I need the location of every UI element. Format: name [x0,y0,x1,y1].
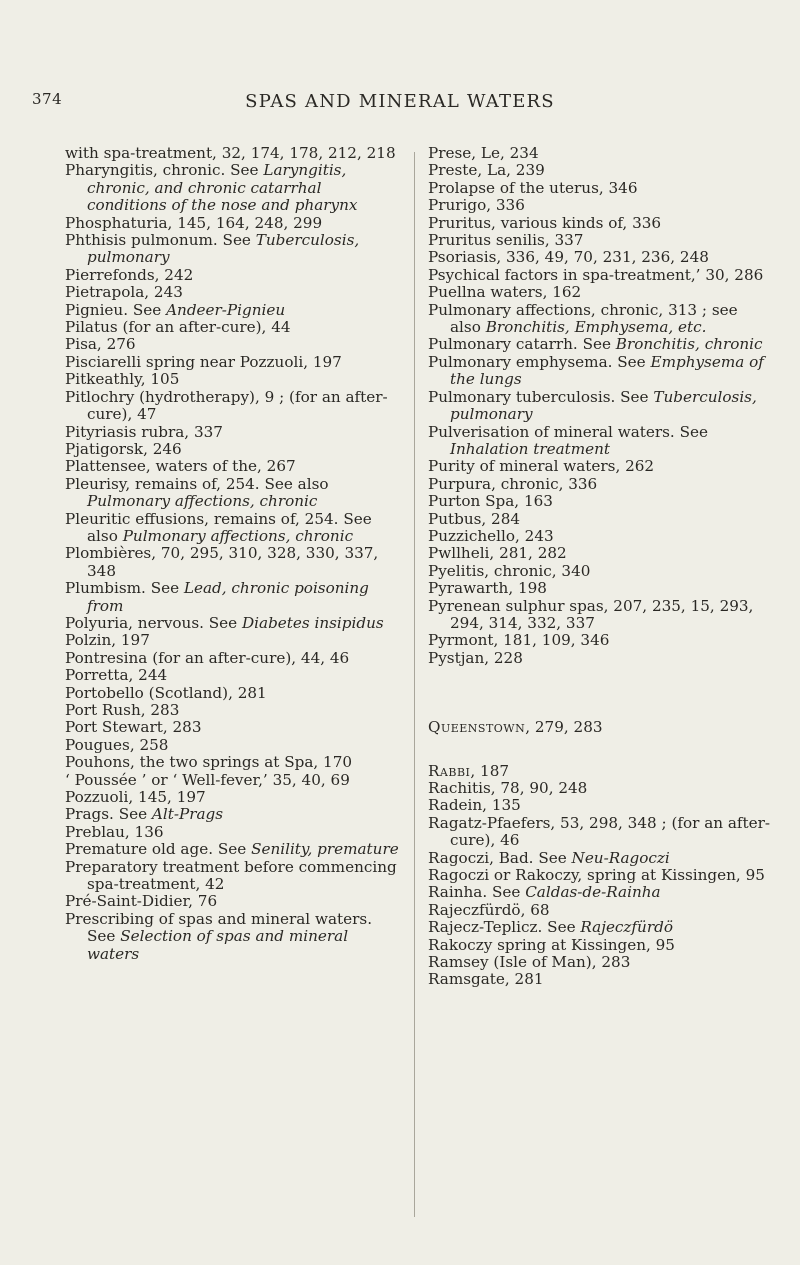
entry-text: Pilatus (for an after-cure), 44 [65,318,291,337]
index-entry [428,302,773,337]
entry-text: , 279, 283 [525,718,603,737]
entry-text: Purity of mineral waters, 262 [428,457,655,476]
entry-text: Psychical factors in spa-treatment,’ 30, 286 [428,265,764,284]
entry-text: Pulmonary emphysema. See [428,352,651,371]
entry-text: Pierrefonds, 242 [65,265,194,284]
entry-text: ‘ Poussée ’ or ‘ Well-fever,’ 35, 40, 69 [65,770,350,789]
entry-text: Preblau, 136 [65,822,164,841]
entry-text: Rajeczfürdö, 68 [428,900,550,919]
index-entry [428,763,773,780]
cross-reference: Emphysema of the lungs [450,352,764,389]
index-entry [65,545,405,580]
entry-text: Pontresina (for an after-cure), 44, 46 [65,648,350,667]
entry-text: Pyrawarth, 198 [428,579,547,598]
index-entry [65,667,405,684]
section-gap [428,693,773,719]
index-entry [65,476,405,511]
entry-text: Pietrapola, 243 [65,283,183,302]
entry-text: Prags. See [65,805,152,824]
index-entry [428,528,773,545]
entry-text: Preste, La, 239 [428,161,545,180]
entry-text: Pré-Saint-Didier, 76 [65,892,218,911]
entry-text: Pyrmont, 181, 109, 346 [428,631,610,650]
cross-reference: Alt-Prags [151,805,224,824]
index-entry [428,197,773,214]
entry-text: Prese, Le, 234 [428,144,539,162]
cross-reference: Caldas-de-Rainha [525,883,661,902]
index-entry [428,971,773,988]
cross-reference: Inhalation treatment [450,439,611,458]
entry-text: Rakoczy spring at Kissingen, 95 [428,935,675,954]
entry-text: Puellna waters, 162 [428,283,582,302]
index-entry [428,180,773,197]
entry-text: Pitlochry (hydrotherapy), 9 ; (for an after-cure), 47 [65,387,388,424]
index-entry [428,797,773,814]
cross-reference: Bronchitis, Emphysema, etc. [485,318,707,337]
entry-text: Rabbi [428,761,471,780]
section-gap [428,737,773,763]
entry-text: Phthisis pulmonum. See [65,231,256,250]
index-entry [428,232,773,249]
index-entry [65,458,405,475]
cross-reference: Lead, chronic poisoning from [87,579,369,615]
cross-reference: Bronchitis, chronic [615,335,763,354]
index-entry [428,815,773,850]
index-entry [428,545,773,562]
entry-text: Pouhons, the two springs at Spa, 170 [65,753,353,772]
entry-text: Radein, 135 [428,796,521,815]
entry-text: Queenstown [428,718,526,737]
entry-text: Pulverisation of mineral waters. See [428,422,708,441]
entry-text: Portobello (Scotland), 281 [65,683,267,702]
index-entry [65,162,405,214]
index-entry [65,754,405,771]
index-entry [65,789,405,806]
index-entry [428,884,773,901]
index-entry [65,511,405,546]
column-divider [414,152,415,1217]
index-entry [65,441,405,458]
cross-reference: Neu-Ragoczi [571,848,670,867]
index-entry [65,319,405,336]
running-head: SPAS AND MINERAL WATERS [245,91,555,112]
index-entry [428,284,773,301]
entry-text: Pignieu. See [65,300,167,319]
index-entry [65,650,405,667]
entry-text: Pitkeathly, 105 [65,370,180,389]
entry-text: Prescribing of spas and mineral waters. See [65,909,373,946]
index-entry [428,215,773,232]
index-entry [428,511,773,528]
index-entry [65,336,405,353]
index-entry [65,685,405,702]
entry-text: Pleurisy, remains of, 254. See also [65,474,329,493]
entry-text: Pjatigorsk, 246 [65,439,182,458]
entry-text: Ragoczi or Rakoczy, spring at Kissingen, 95 [428,866,765,885]
index-entry [65,389,405,424]
index-entry [428,145,773,162]
entry-text: Putbus, 284 [428,509,521,528]
entry-text: Pulmonary tuberculosis. See [428,387,654,406]
entry-text: Ramsey (Isle of Man), 283 [428,953,631,972]
index-entry [428,563,773,580]
index-entry [65,911,405,963]
entry-text: Pleuritic effusions, remains of, 254. See also [65,509,372,545]
index-entry [65,632,405,649]
entry-text: Purton Spa, 163 [428,492,553,511]
index-entry [65,354,405,371]
index-entry [65,302,405,319]
entry-text: Prurigo, 336 [428,196,525,215]
index-entry [65,893,405,910]
index-entry [428,598,773,633]
index-entry [65,719,405,736]
entry-text: Polzin, 197 [65,631,150,650]
index-entry [428,902,773,919]
index-entry [428,476,773,493]
index-entry [428,580,773,597]
index-entry [428,162,773,179]
index-entry [65,232,405,267]
index-entry [428,919,773,936]
entry-text: Plattensee, waters of the, 267 [65,457,296,476]
cross-reference: Laryngitis, chronic, and chronic catarrhal conditions of the nose and pharynx [87,161,358,215]
index-entry [428,937,773,954]
index-entry [428,354,773,389]
index-entry [428,719,773,736]
entry-text: Pruritus senilis, 337 [428,231,584,250]
index-entry [428,650,773,667]
index-entry [65,737,405,754]
index-entry [65,424,405,441]
entry-text: Pozzuoli, 145, 197 [65,788,206,807]
entry-text: Rainha. See [428,883,526,902]
index-column-left [65,145,405,963]
entry-text: Pystjan, 228 [428,648,523,667]
index-column-right [428,145,773,989]
index-entry [65,284,405,301]
index-entry [428,336,773,353]
entry-text: , 187 [470,761,510,780]
entry-text: Pougues, 258 [65,735,169,754]
entry-text: Prolapse of the uterus, 346 [428,178,638,197]
entry-text: Pyelitis, chronic, 340 [428,561,591,580]
entry-text: Plumbism. See [65,579,184,598]
entry-text: Ramsgate, 281 [428,970,544,989]
entry-text: Rachitis, 78, 90, 248 [428,779,588,797]
index-entry [428,780,773,797]
entry-text: Port Stewart, 283 [65,718,202,737]
entry-text: Pityriasis rubra, 337 [65,422,223,441]
entry-text: Purpura, chronic, 336 [428,474,598,493]
cross-reference: Tuberculosis, pulmonary [450,387,757,424]
index-entry [428,632,773,649]
index-entry [65,772,405,789]
entry-text: Ragoczi, Bad. See [428,848,572,867]
entry-text: Porretta, 244 [65,666,168,685]
entry-text: Port Rush, 283 [65,701,180,719]
section-gap [428,667,773,693]
index-entry [65,215,405,232]
index-entry [65,615,405,632]
index-entry [428,458,773,475]
entry-text: Pulmonary catarrh. See [428,335,616,354]
cross-reference: Pulmonary affections, chronic [122,526,354,545]
index-entry [65,145,405,162]
index-entry [65,580,405,615]
entry-text: Plombières, 70, 295, 310, 328, 330, 337, 348 [65,544,379,580]
entry-text: Phosphaturia, 145, 164, 248, 299 [65,213,323,232]
entry-text: Preparatory treatment before commencing spa-treatment, 42 [65,857,397,894]
page-number: 374 [32,90,63,108]
index-entry [428,424,773,459]
entry-text: Pisciarelli spring near Pozzuoli, 197 [65,352,342,371]
index-entry [65,702,405,719]
entry-text: Pruritus, various kinds of, 336 [428,213,662,232]
index-entry [65,267,405,284]
index-entry [428,267,773,284]
cross-reference: Pulmonary affections, chronic [87,492,318,511]
index-entry [65,824,405,841]
cross-reference: Tuberculosis, pulmonary [87,231,360,267]
entry-text: Rajecz-Teplicz. See [428,918,581,937]
index-entry [65,841,405,858]
entry-text: Pisa, 276 [65,335,136,354]
index-entry [65,806,405,823]
cross-reference: Diabetes insipidus [241,613,384,632]
index-entry [428,954,773,971]
index-entry [65,371,405,388]
entry-text: Ragatz-Pfaefers, 53, 298, 348 ; (for an after-cure), 46 [428,813,771,850]
entry-text: Psoriasis, 336, 49, 70, 231, 236, 248 [428,248,709,267]
entry-text: Pulmonary affections, chronic, 313 ; see also [428,300,738,337]
entry-text: Pwllheli, 281, 282 [428,544,567,563]
entry-text: Premature old age. See [65,840,252,859]
index-entry [428,867,773,884]
index-entry [428,389,773,424]
cross-reference: Andeer-Pignieu [166,300,286,319]
cross-reference: Senility, premature [251,840,399,859]
entry-text: Puzzichello, 243 [428,526,554,545]
index-entry [428,850,773,867]
cross-reference: Rajeczfürdö [580,918,673,937]
index-entry [428,249,773,266]
entry-text: Pharyngitis, chronic. See [65,161,264,180]
entry-text: Polyuria, nervous. See [65,613,242,632]
index-entry [65,859,405,894]
cross-reference: Selection of spas and mineral waters [87,927,349,963]
index-entry [428,493,773,510]
entry-text: Pyrenean sulphur spas, 207, 235, 15, 293, 294, 314, 332, 337 [428,596,754,632]
entry-text: with spa-treatment, 32, 174, 178, 212, 218 [65,144,396,162]
